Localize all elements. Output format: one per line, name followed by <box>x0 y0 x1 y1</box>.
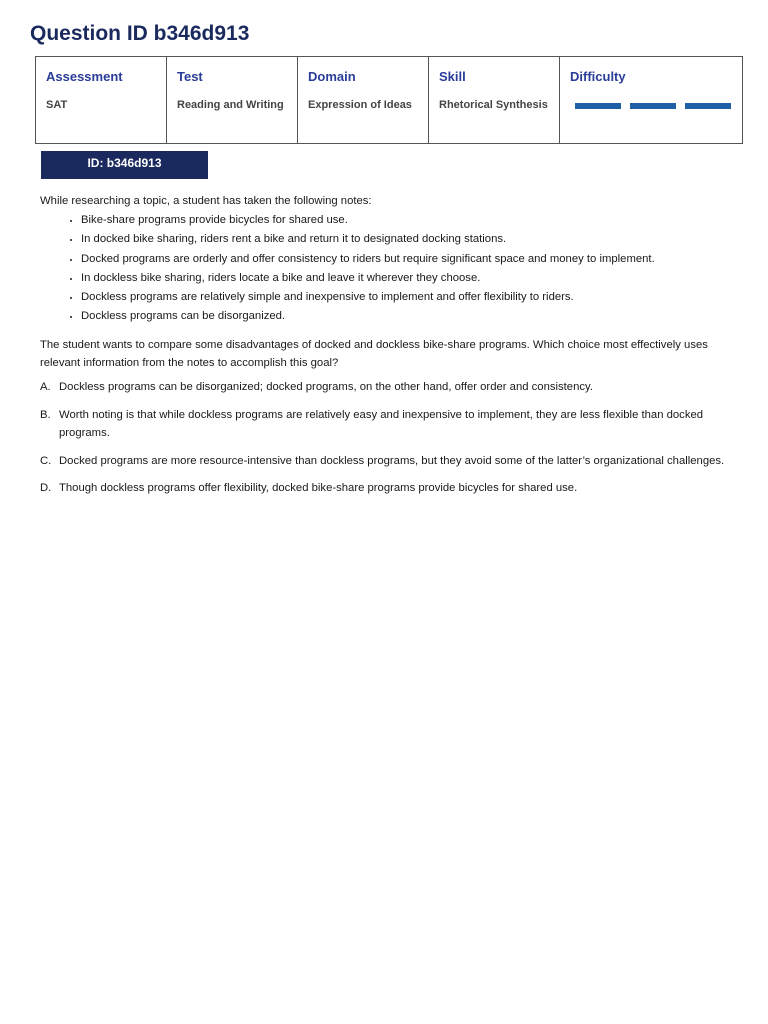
meta-value-test: Reading and Writing <box>177 99 284 111</box>
page-title: Question ID b346d913 <box>30 22 250 45</box>
meta-header-assessment: Assessment <box>46 69 123 84</box>
meta-value-domain: Expression of Ideas <box>308 99 412 111</box>
question-content <box>40 192 730 507</box>
meta-header-skill: Skill <box>439 69 466 84</box>
difficulty-bar <box>685 103 731 109</box>
meta-header-test: Test <box>177 69 203 84</box>
meta-header-domain: Domain <box>308 69 356 84</box>
question-meta-table <box>35 56 743 144</box>
choice-text: Worth noting is that while dockless programs are relatively easy and inexpensive to implement, they are less flexible than docked programs. <box>59 408 704 440</box>
meta-value-assessment: SAT <box>46 99 68 111</box>
choice-letter: D. <box>40 482 52 495</box>
choice-text: Dockless programs can be disorganized; docked programs, on the other hand, offer order and consistency. <box>59 381 593 394</box>
meta-value-skill: Rhetorical Synthesis <box>439 99 548 111</box>
meta-cell-assessment <box>36 57 167 144</box>
note-item: • In dockless bike sharing, riders locate a bike and leave it wherever they choose. <box>81 269 730 288</box>
difficulty-bar <box>575 103 621 109</box>
note-item: • Dockless programs are relatively simple and inexpensive to implement and offer flexibility to riders. <box>81 288 730 307</box>
meta-cell-difficulty <box>560 57 743 144</box>
note-item: • Bike-share programs provide bicycles for shared use. <box>81 211 730 230</box>
difficulty-bar <box>630 103 676 109</box>
note-item: • Dockless programs can be disorganized. <box>81 307 730 326</box>
choice-text: Though dockless programs offer flexibility, docked bike-share programs provide bicycles for shared use. <box>59 482 578 495</box>
notes-list <box>40 211 730 326</box>
answer-choice-c[interactable] <box>40 452 730 471</box>
answer-choice-a[interactable] <box>40 378 730 397</box>
note-item: • Docked programs are orderly and offer consistency to riders but require significant space and money to implement. <box>81 250 730 269</box>
choice-letter: C. <box>40 454 52 467</box>
choice-letter: B. <box>40 408 51 421</box>
meta-header-difficulty: Difficulty <box>570 69 626 84</box>
meta-cell-skill <box>429 57 560 144</box>
meta-cell-test <box>167 57 298 144</box>
choice-text: Docked programs are more resource-intensive than dockless programs, but they avoid some of the latter’s organizational challenges. <box>59 454 725 467</box>
question-id-badge: ID: b346d913 <box>41 151 208 179</box>
question-intro: While researching a topic, a student has taken the following notes: <box>40 195 372 207</box>
answer-choice-b[interactable] <box>40 406 730 443</box>
answer-choice-d[interactable] <box>40 479 730 498</box>
question-prompt: The student wants to compare some disadvantages of docked and dockless bike-share programs. Which choice most effectively uses relevant information from the notes to accomplish this goal? <box>40 339 708 370</box>
difficulty-indicator <box>575 103 732 109</box>
choice-letter: A. <box>40 381 51 394</box>
meta-cell-domain <box>298 57 429 144</box>
answer-choices <box>40 378 730 498</box>
note-item: • In docked bike sharing, riders rent a bike and return it to designated docking stations. <box>81 230 730 249</box>
